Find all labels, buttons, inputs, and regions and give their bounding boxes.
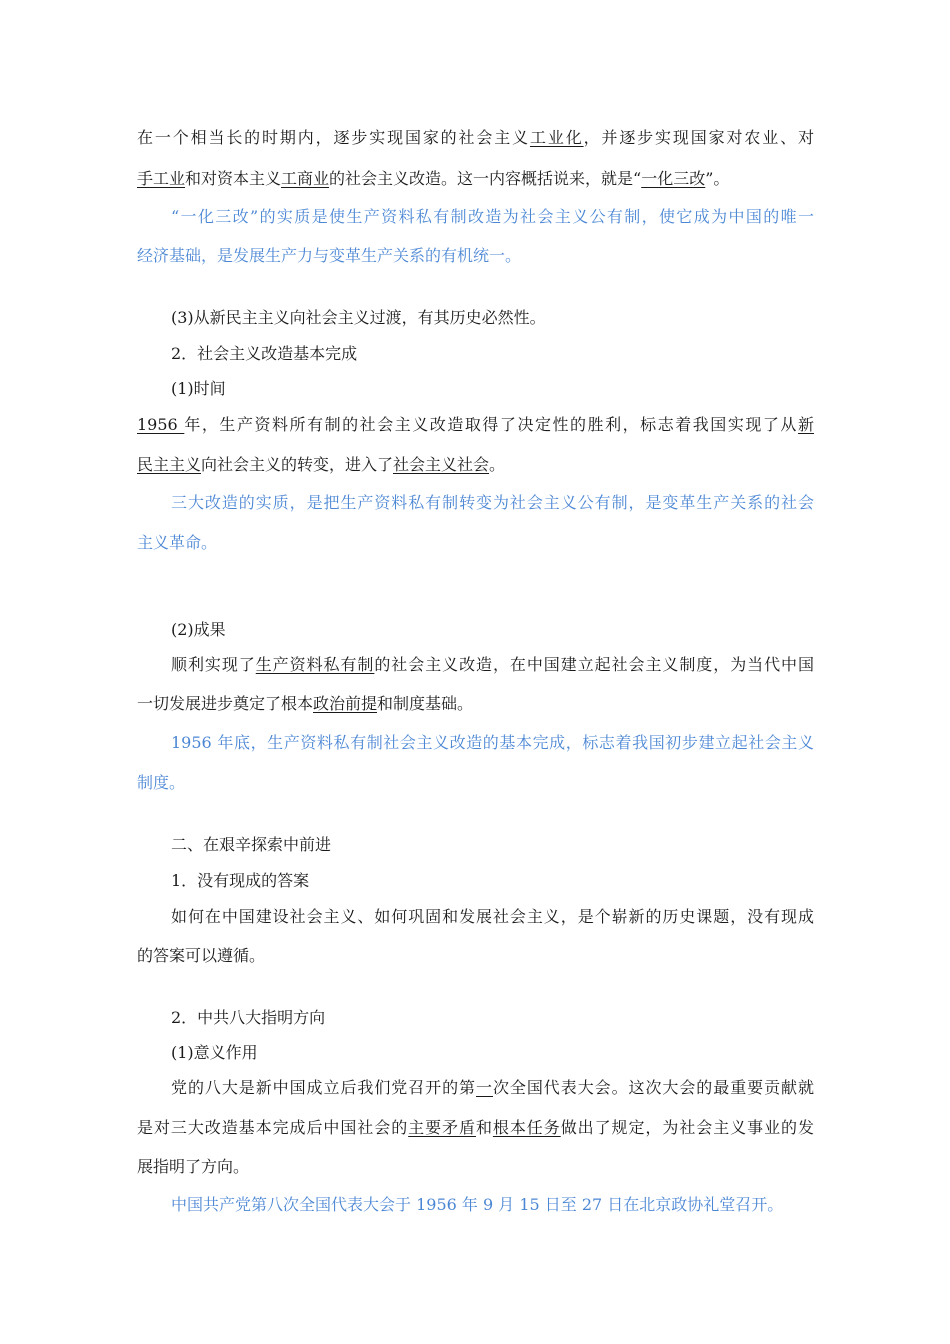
- underlined-term: 社会主义社会: [393, 455, 490, 474]
- para-1-line-2: 手工业和对资本主义工商业的社会主义改造。这一内容概括说来，就是“一化三改”。: [137, 169, 730, 188]
- para-1-line-1: 在一个相当长的时期内，逐步实现国家的社会主义工业化，并逐步实现国家对农业、对: [137, 128, 814, 147]
- para-3-line-1: 顺利实现了生产资料私有制的社会主义改造，在中国建立起社会主义制度，为当代中国: [171, 655, 814, 674]
- para-3-line-2: 一切发展进步奠定了根本政治前提和制度基础。: [137, 694, 474, 713]
- underlined-term: 根本任务: [492, 1118, 561, 1137]
- subheading-significance: (1)意义作用: [171, 1043, 258, 1062]
- underlined-term: 一化三改: [641, 169, 706, 188]
- subheading-result: (2)成果: [171, 620, 226, 639]
- underlined-term: 1956: [137, 415, 185, 434]
- para-2-line-2: 民主主义向社会主义的转变，进入了社会主义社会。: [137, 455, 506, 474]
- note-1-line-2: 经济基础，是发展生产力与变革生产关系的有机统一。: [137, 246, 522, 265]
- note-2-line-1: 三大改造的实质，是把生产资料私有制转变为社会主义公有制，是变革生产关系的社会: [171, 493, 814, 512]
- para-5-line-3: 展指明了方向。: [137, 1157, 250, 1176]
- heading-3: 1．没有现成的答案: [171, 871, 310, 890]
- heading-2: 2．社会主义改造基本完成: [171, 344, 358, 363]
- underlined-term: 主要矛盾: [408, 1118, 476, 1137]
- para-4-line-1: 如何在中国建设社会主义、如何巩固和发展社会主义，是个崭新的历史课题，没有现成: [171, 907, 814, 926]
- item-3: (3)从新民主主义向社会主义过渡，有其历史必然性。: [171, 308, 546, 327]
- para-5-line-2: 是对三大改造基本完成后中国社会的主要矛盾和根本任务做出了规定，为社会主义事业的发: [137, 1118, 814, 1137]
- underlined-term: 生产资料私有制: [255, 655, 375, 674]
- section-2-heading: 二、在艰辛探索中前进: [171, 835, 332, 854]
- underlined-term: 手工业: [137, 169, 186, 188]
- heading-4: 2．中共八大指明方向: [171, 1008, 326, 1027]
- subheading-time: (1)时间: [171, 379, 226, 398]
- note-3-line-2: 制度。: [137, 773, 186, 792]
- underlined-term: 政治前提: [313, 694, 378, 713]
- note-1-line-1: “一化三改”的实质是使生产资料私有制改造为社会主义公有制，使它成为中国的唯一: [171, 207, 814, 226]
- para-2-line-1: 1956 年，生产资料所有制的社会主义改造取得了决定性的胜利，标志着我国实现了从新: [137, 415, 814, 434]
- note-2-line-2: 主义革命。: [137, 533, 218, 552]
- underlined-term: 新: [797, 415, 814, 434]
- para-4-line-2: 的答案可以遵循。: [137, 946, 266, 965]
- note-4: 中国共产党第八次全国代表大会于 1956 年 9 月 15 日至 27 日在北京政协礼堂召开。: [171, 1195, 784, 1214]
- para-5-line-1: 党的八大是新中国成立后我们党召开的第一次全国代表大会。这次大会的最重要贡献就: [171, 1078, 814, 1097]
- underlined-term: 工商业: [281, 169, 330, 188]
- note-3-line-1: 1956 年底，生产资料私有制社会主义改造的基本完成，标志着我国初步建立起社会主义: [171, 733, 814, 752]
- underlined-term: 工业化: [530, 128, 584, 147]
- underlined-term: 一: [476, 1078, 493, 1097]
- underlined-term: 民主主义: [137, 455, 202, 474]
